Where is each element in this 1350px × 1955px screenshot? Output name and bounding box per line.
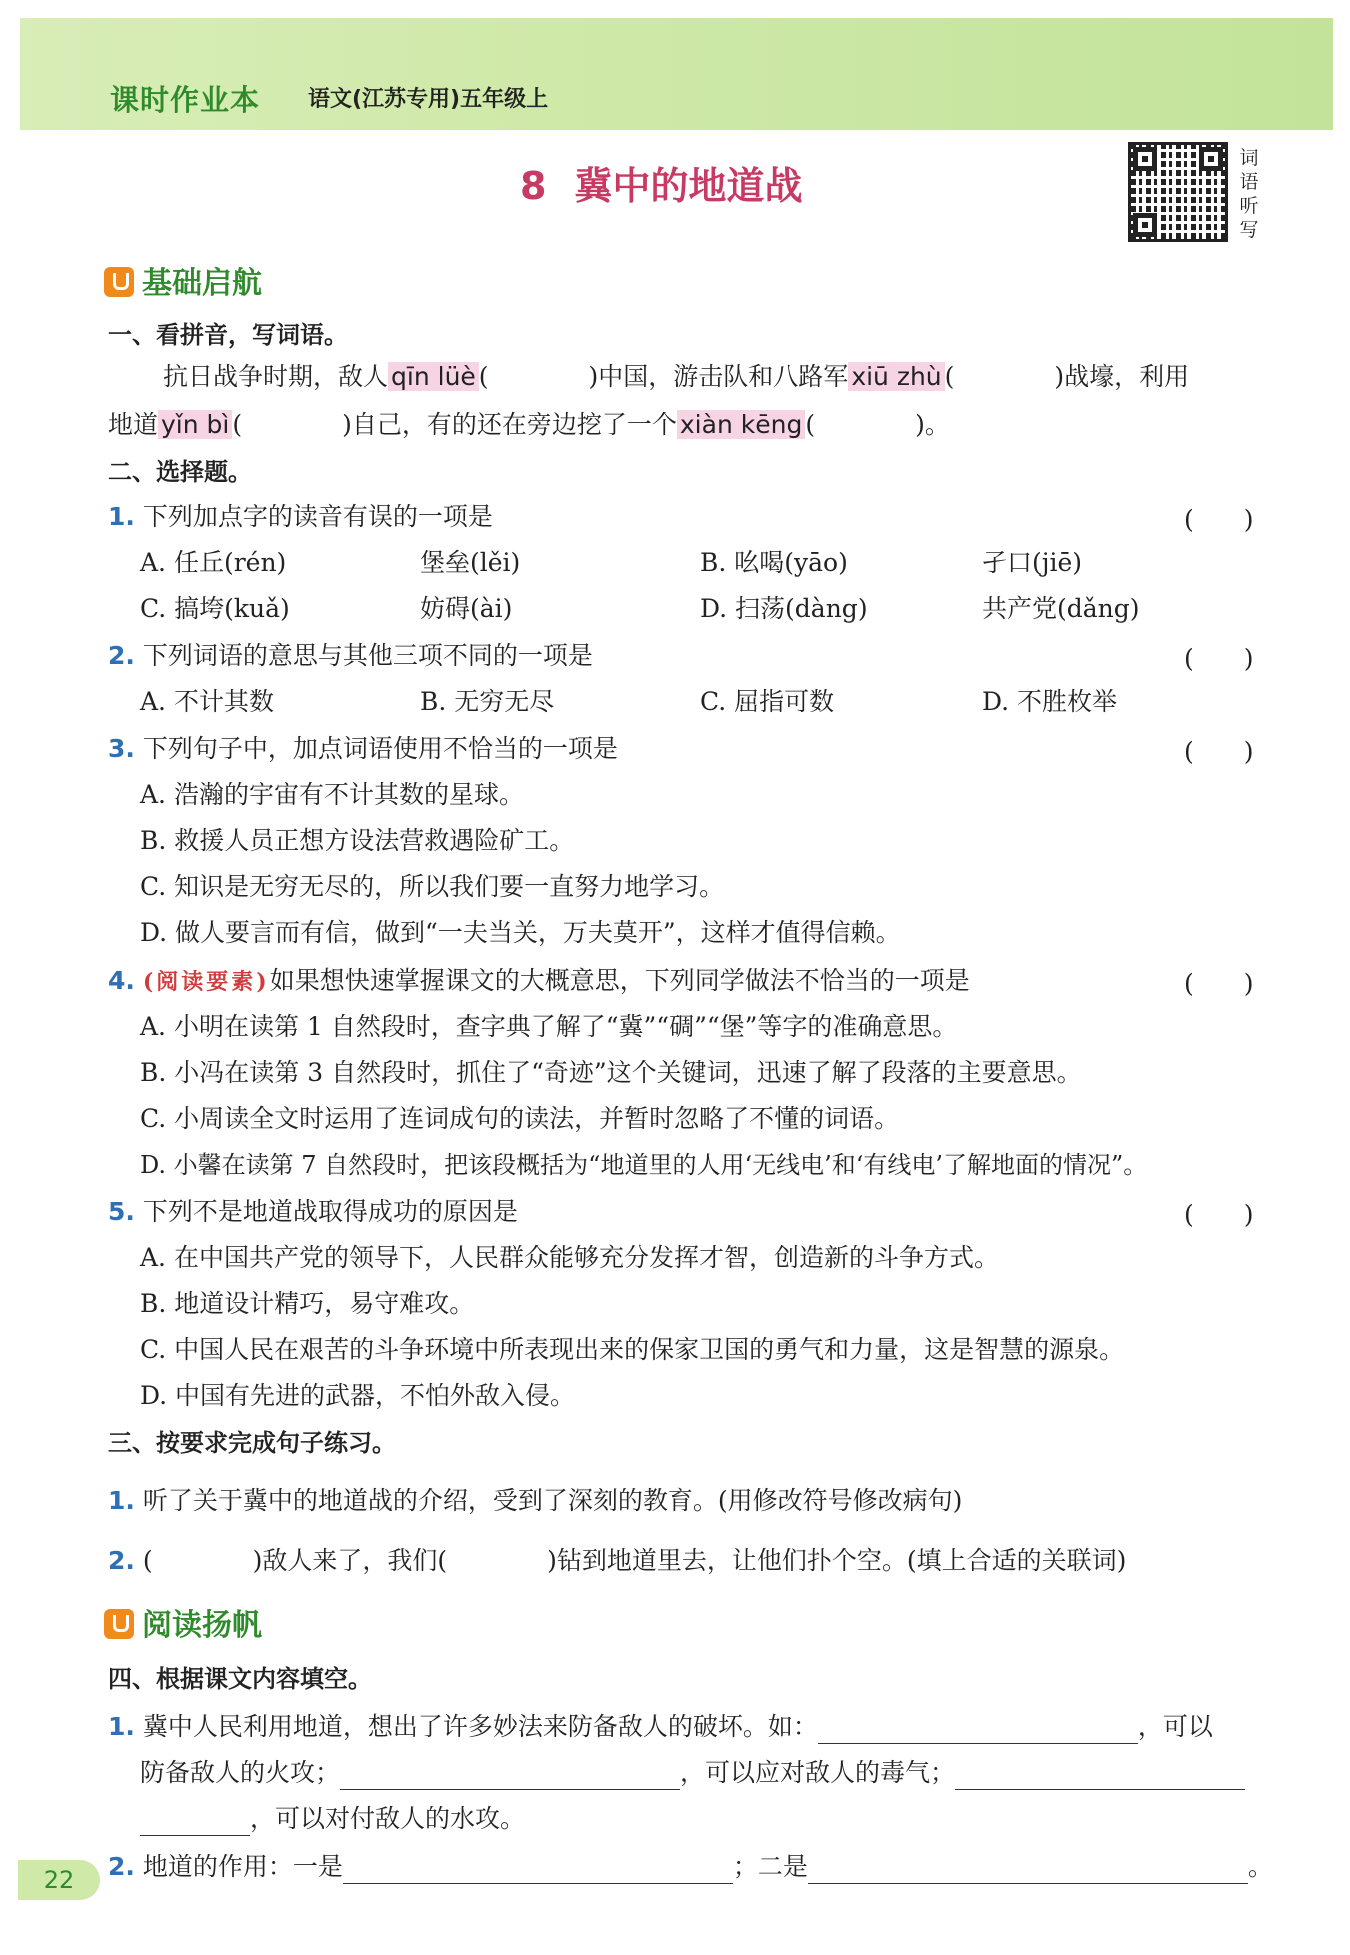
q2-3-option-c: C. 知识是无穷无尽的，所以我们要一直努力地学习。: [140, 872, 725, 901]
q2-3-option-a: A. 浩瀚的宇宙有不计其数的星球。: [140, 780, 524, 809]
q2-3-option-d: D. 做人要言而有信，做到“一夫当关，万夫莫开”，这样才值得信赖。: [140, 918, 901, 947]
answer-paren-4[interactable]: ( ): [1184, 969, 1254, 998]
mc-question-4: 4. (阅读要素)如果想快速掌握课文的大概意思，下列同学做法不恰当的一项是: [108, 966, 970, 995]
answer-paren-2[interactable]: ( ): [1184, 644, 1254, 673]
q2-2-option-d: D. 不胜枚举: [982, 687, 1118, 716]
q2-1-option-c2: 妨碍(ài): [420, 594, 513, 623]
answer-paren-3[interactable]: ( ): [1184, 737, 1254, 766]
blank-field[interactable]: [340, 1763, 680, 1790]
fill-in-1-line2: 防备敌人的火攻； ，可以应对敌人的毒气；: [140, 1756, 1245, 1790]
sentence-exercise-2: 2. ( )敌人来了，我们( )钻到地道里去，让他们扑个空。(填上合适的关联词): [108, 1546, 1127, 1575]
section-heading-basic: 基础启航: [104, 258, 262, 302]
q3-heading: 三、按要求完成句子练习。: [108, 1429, 396, 1457]
lesson-number: 8: [520, 164, 547, 208]
flag-icon: [104, 1609, 134, 1639]
blank-field[interactable]: [808, 1857, 1248, 1884]
q2-1-option-a2: 堡垒(lěi): [420, 548, 521, 577]
answer-paren-5[interactable]: ( ): [1184, 1200, 1254, 1229]
q2-4-option-b: B. 小冯在读第 3 自然段时，抓住了“奇迹”这个关键词，迅速了解了段落的主要意思。: [140, 1058, 1082, 1087]
blank-field[interactable]: [343, 1857, 733, 1884]
pinyin-4: xiàn kēng: [677, 410, 805, 439]
q1-line2: 地道 yǐn bì ( )自己，有的还在旁边挖了一个 xiàn kēng ( )。: [108, 410, 950, 439]
q2-4-option-d: D. 小馨在读第 7 自然段时，把该段概括为“地道里的人用‘无线电’和‘有线电’了解地面的情况”。: [140, 1151, 1148, 1179]
q2-5-option-a: A. 在中国共产党的领导下，人民群众能够充分发挥才智，创造新的斗争方式。: [140, 1243, 999, 1272]
pinyin-1: qīn lüè: [388, 362, 479, 391]
page-number: 22: [18, 1860, 100, 1900]
blank-field[interactable]: [818, 1717, 1138, 1744]
q2-4-option-c: C. 小周读全文时运用了连词成句的读法，并暂时忽略了不懂的词语。: [140, 1104, 900, 1133]
q2-1-option-d2: 共产党(dǎng): [982, 594, 1140, 623]
blank-field[interactable]: [955, 1763, 1245, 1790]
q2-2-option-c: C. 屈指可数: [700, 687, 835, 716]
mc-question-3: 3. 下列句子中，加点词语使用不恰当的一项是: [108, 734, 618, 763]
section-heading-reading: 阅读扬帆: [104, 1600, 262, 1644]
q2-5-option-c: C. 中国人民在艰苦的斗争环境中所表现出来的保家卫国的勇气和力量，这是智慧的源泉。: [140, 1335, 1125, 1364]
q2-4-option-a: A. 小明在读第 1 自然段时，查字典了解了“冀”“碉”“堡”等字的准确意思。: [140, 1012, 958, 1041]
q2-1-option-a1: A. 任丘(rén): [140, 548, 287, 577]
answer-paren-1[interactable]: ( ): [1184, 505, 1254, 534]
q2-1-option-c1: C. 搞垮(kuǎ): [140, 594, 290, 623]
q1-heading: 一、看拼音，写词语。: [108, 321, 348, 349]
fill-in-1-line1: 1. 冀中人民利用地道，想出了许多妙法来防备敌人的破坏。如： ，可以: [108, 1710, 1213, 1744]
q2-5-option-d: D. 中国有先进的武器，不怕外敌入侵。: [140, 1381, 576, 1410]
fill-in-2: 2. 地道的作用：一是 ；二是 。: [108, 1850, 1273, 1884]
pinyin-2: xiū zhù: [848, 362, 944, 391]
sentence-exercise-1: 1. 听了关于冀中的地道战的介绍，受到了深刻的教育。(用修改符号修改病句): [108, 1486, 963, 1515]
fill-in-1-line3: ，可以对付敌人的水攻。: [140, 1802, 525, 1836]
mc-question-5: 5. 下列不是地道战取得成功的原因是: [108, 1197, 518, 1226]
qr-code-icon[interactable]: [1128, 142, 1228, 242]
lesson-name: 冀中的地道战: [574, 164, 803, 208]
q2-3-option-b: B. 救援人员正想方设法营救遇险矿工。: [140, 826, 575, 855]
q2-2-option-b: B. 无穷无尽: [420, 687, 555, 716]
q2-5-option-b: B. 地道设计精巧，易守难攻。: [140, 1289, 475, 1318]
anchor-icon: [104, 267, 134, 297]
q4-heading: 四、根据课文内容填空。: [108, 1665, 372, 1693]
q2-1-option-b2: 孑口(jiē): [982, 548, 1083, 577]
book-subtitle: 语文(江苏专用)五年级上: [308, 87, 549, 112]
blank-field[interactable]: [140, 1809, 250, 1836]
q2-2-option-a: A. 不计其数: [140, 687, 274, 716]
q2-1-option-d1: D. 扫荡(dàng): [700, 594, 868, 623]
mc-question-1: 1. 下列加点字的读音有误的一项是: [108, 502, 493, 531]
reading-element-tag: (阅读要素): [142, 969, 270, 995]
pinyin-3: yǐn bì: [158, 410, 232, 439]
q2-1-option-b1: B. 吆喝(yāo): [700, 548, 848, 577]
q1-line1: 抗日战争时期，敌人 qīn lüè ( )中国，游击队和八路军 xiū zhù ( )战壕，利用: [163, 362, 1190, 391]
page-header: [20, 18, 1333, 130]
q2-heading: 二、选择题。: [108, 458, 252, 486]
mc-question-2: 2. 下列词语的意思与其他三项不同的一项是: [108, 641, 593, 670]
qr-label: 词 语 听 写: [1239, 147, 1259, 241]
lesson-title: [520, 155, 802, 210]
brand-title: 课时作业本: [110, 83, 261, 117]
